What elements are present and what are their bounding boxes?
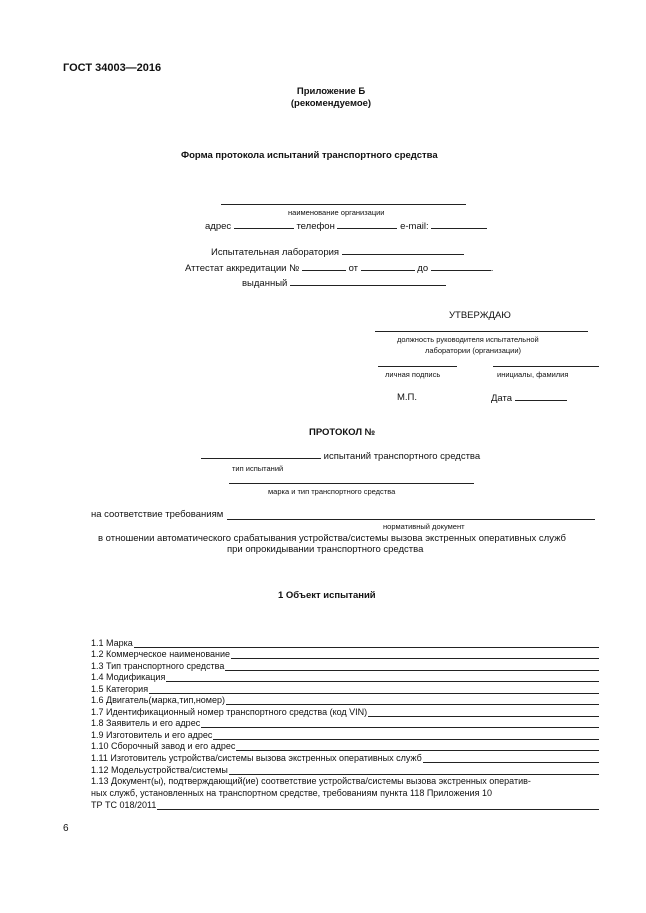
accreditation-row [185,262,493,274]
accreditation-number-blank [302,262,346,271]
item-label: 1.7 Идентификационный номер транспортного средства (код VIN) [91,707,368,717]
tests-of-vehicle: испытаний транспортного средства [323,451,481,462]
email-label: e-mail: [400,221,429,232]
organization-name-line [221,204,466,205]
issued-label: выданный [242,278,288,289]
accreditation-label: Аттестат аккредитации № [185,263,300,274]
compliance-label: на соответствие требованиям [91,509,224,520]
item-label: 1.1 Марка [91,638,133,648]
address-row [205,220,487,232]
position-caption-1: должность руководителя испытательной [397,335,539,344]
date-label: Дата [491,393,513,404]
signature-caption: личная подпись [385,370,441,379]
organization-caption: наименование организации [288,208,385,217]
approve-title: УТВЕРЖДАЮ [449,310,511,321]
relation-line-1: в отношении автоматического срабатывания устройства/системы вызова экстренных оперативных служб [98,533,566,544]
list-item [91,693,599,705]
item-label: 1.4 Модификация [91,672,166,682]
appendix-title: Приложение Б [296,86,366,97]
protocol-test-row [201,450,480,462]
from-label: от [348,263,359,274]
list-item [91,751,599,763]
item-blank [229,765,599,775]
item-label: 1.9 Изготовитель и его адрес [91,730,213,740]
item-label: 1.2 Коммерческое наименование [91,649,231,659]
email-blank [431,220,487,229]
item-label: 1.6 Двигатель(марка,тип,номер) [91,695,226,705]
position-caption-2: лаборатории (организации) [425,346,522,355]
test-type-blank [201,450,321,459]
issued-row [242,277,446,289]
to-date-blank [431,262,491,271]
lab-row [211,246,464,258]
item-blank [226,695,599,705]
list-item [91,763,599,775]
lab-label: Испытательная лаборатория [211,247,340,258]
item-label: ТР ТС 018/2011 [91,800,157,810]
test-type-caption: тип испытаний [232,464,284,473]
normative-blank [227,511,595,520]
normative-caption: нормативный документ [383,522,465,531]
stamp-label: М.П. [397,392,418,403]
item-blank [201,718,599,728]
date-row [491,392,567,404]
accreditation-period: . [490,263,494,274]
brand-line [229,483,474,484]
item-label: 1.3 Тип транспортного средства [91,661,225,671]
compliance-row [91,509,595,520]
item-13-line-1: 1.13 Документ(ы), подтверждающий(ие) соответствие устройства/системы вызова экстренных оператив- [91,776,531,786]
phone-label: телефон [296,221,335,232]
address-label: адрес [205,221,232,232]
item-label: 1.5 Категория [91,684,149,694]
list-item [91,798,599,810]
list-item [91,647,599,659]
section-1-title: 1 Объект испытаний [278,590,376,601]
item-label: 1.12 Модельустройства/системы [91,765,228,775]
page-number: 6 [63,823,69,834]
item-blank [423,753,599,763]
issued-blank [290,277,446,286]
item-blank [157,800,599,810]
item-blank [231,649,599,659]
item-label: 1.10 Сборочный завод и его адрес [91,741,236,751]
name-line [493,366,599,367]
item-label: 1.8 Заявитель и его адрес [91,718,201,728]
item-blank [166,672,599,682]
signature-line [378,366,457,367]
item-13-line-2: ных служб, установленных на транспортном средстве, требованиям пункта 118 Приложения 10 [91,788,492,798]
date-blank [515,392,567,401]
appendix-subtitle: (рекомендуемое) [290,98,372,109]
phone-blank [337,220,397,229]
address-blank [234,220,294,229]
list-item [91,670,599,682]
list-item [91,739,599,751]
position-line [375,331,588,332]
list-item [91,716,599,728]
item-blank [236,741,599,751]
standard-header: ГОСТ 34003—2016 [63,62,162,74]
item-label: 1.11 Изготовитель устройства/системы вызова экстренных оперативных служб [91,753,422,763]
relation-line-2: при опрокидывании транспортного средства [227,544,424,555]
from-date-blank [361,262,415,271]
protocol-title: ПРОТОКОЛ № [309,427,376,438]
to-label: до [417,263,429,274]
lab-blank [342,246,464,255]
name-caption: инициалы, фамилия [497,370,569,379]
form-title: Форма протокола испытаний транспортного средства [181,150,438,161]
brand-caption: марка и тип транспортного средства [268,487,396,496]
